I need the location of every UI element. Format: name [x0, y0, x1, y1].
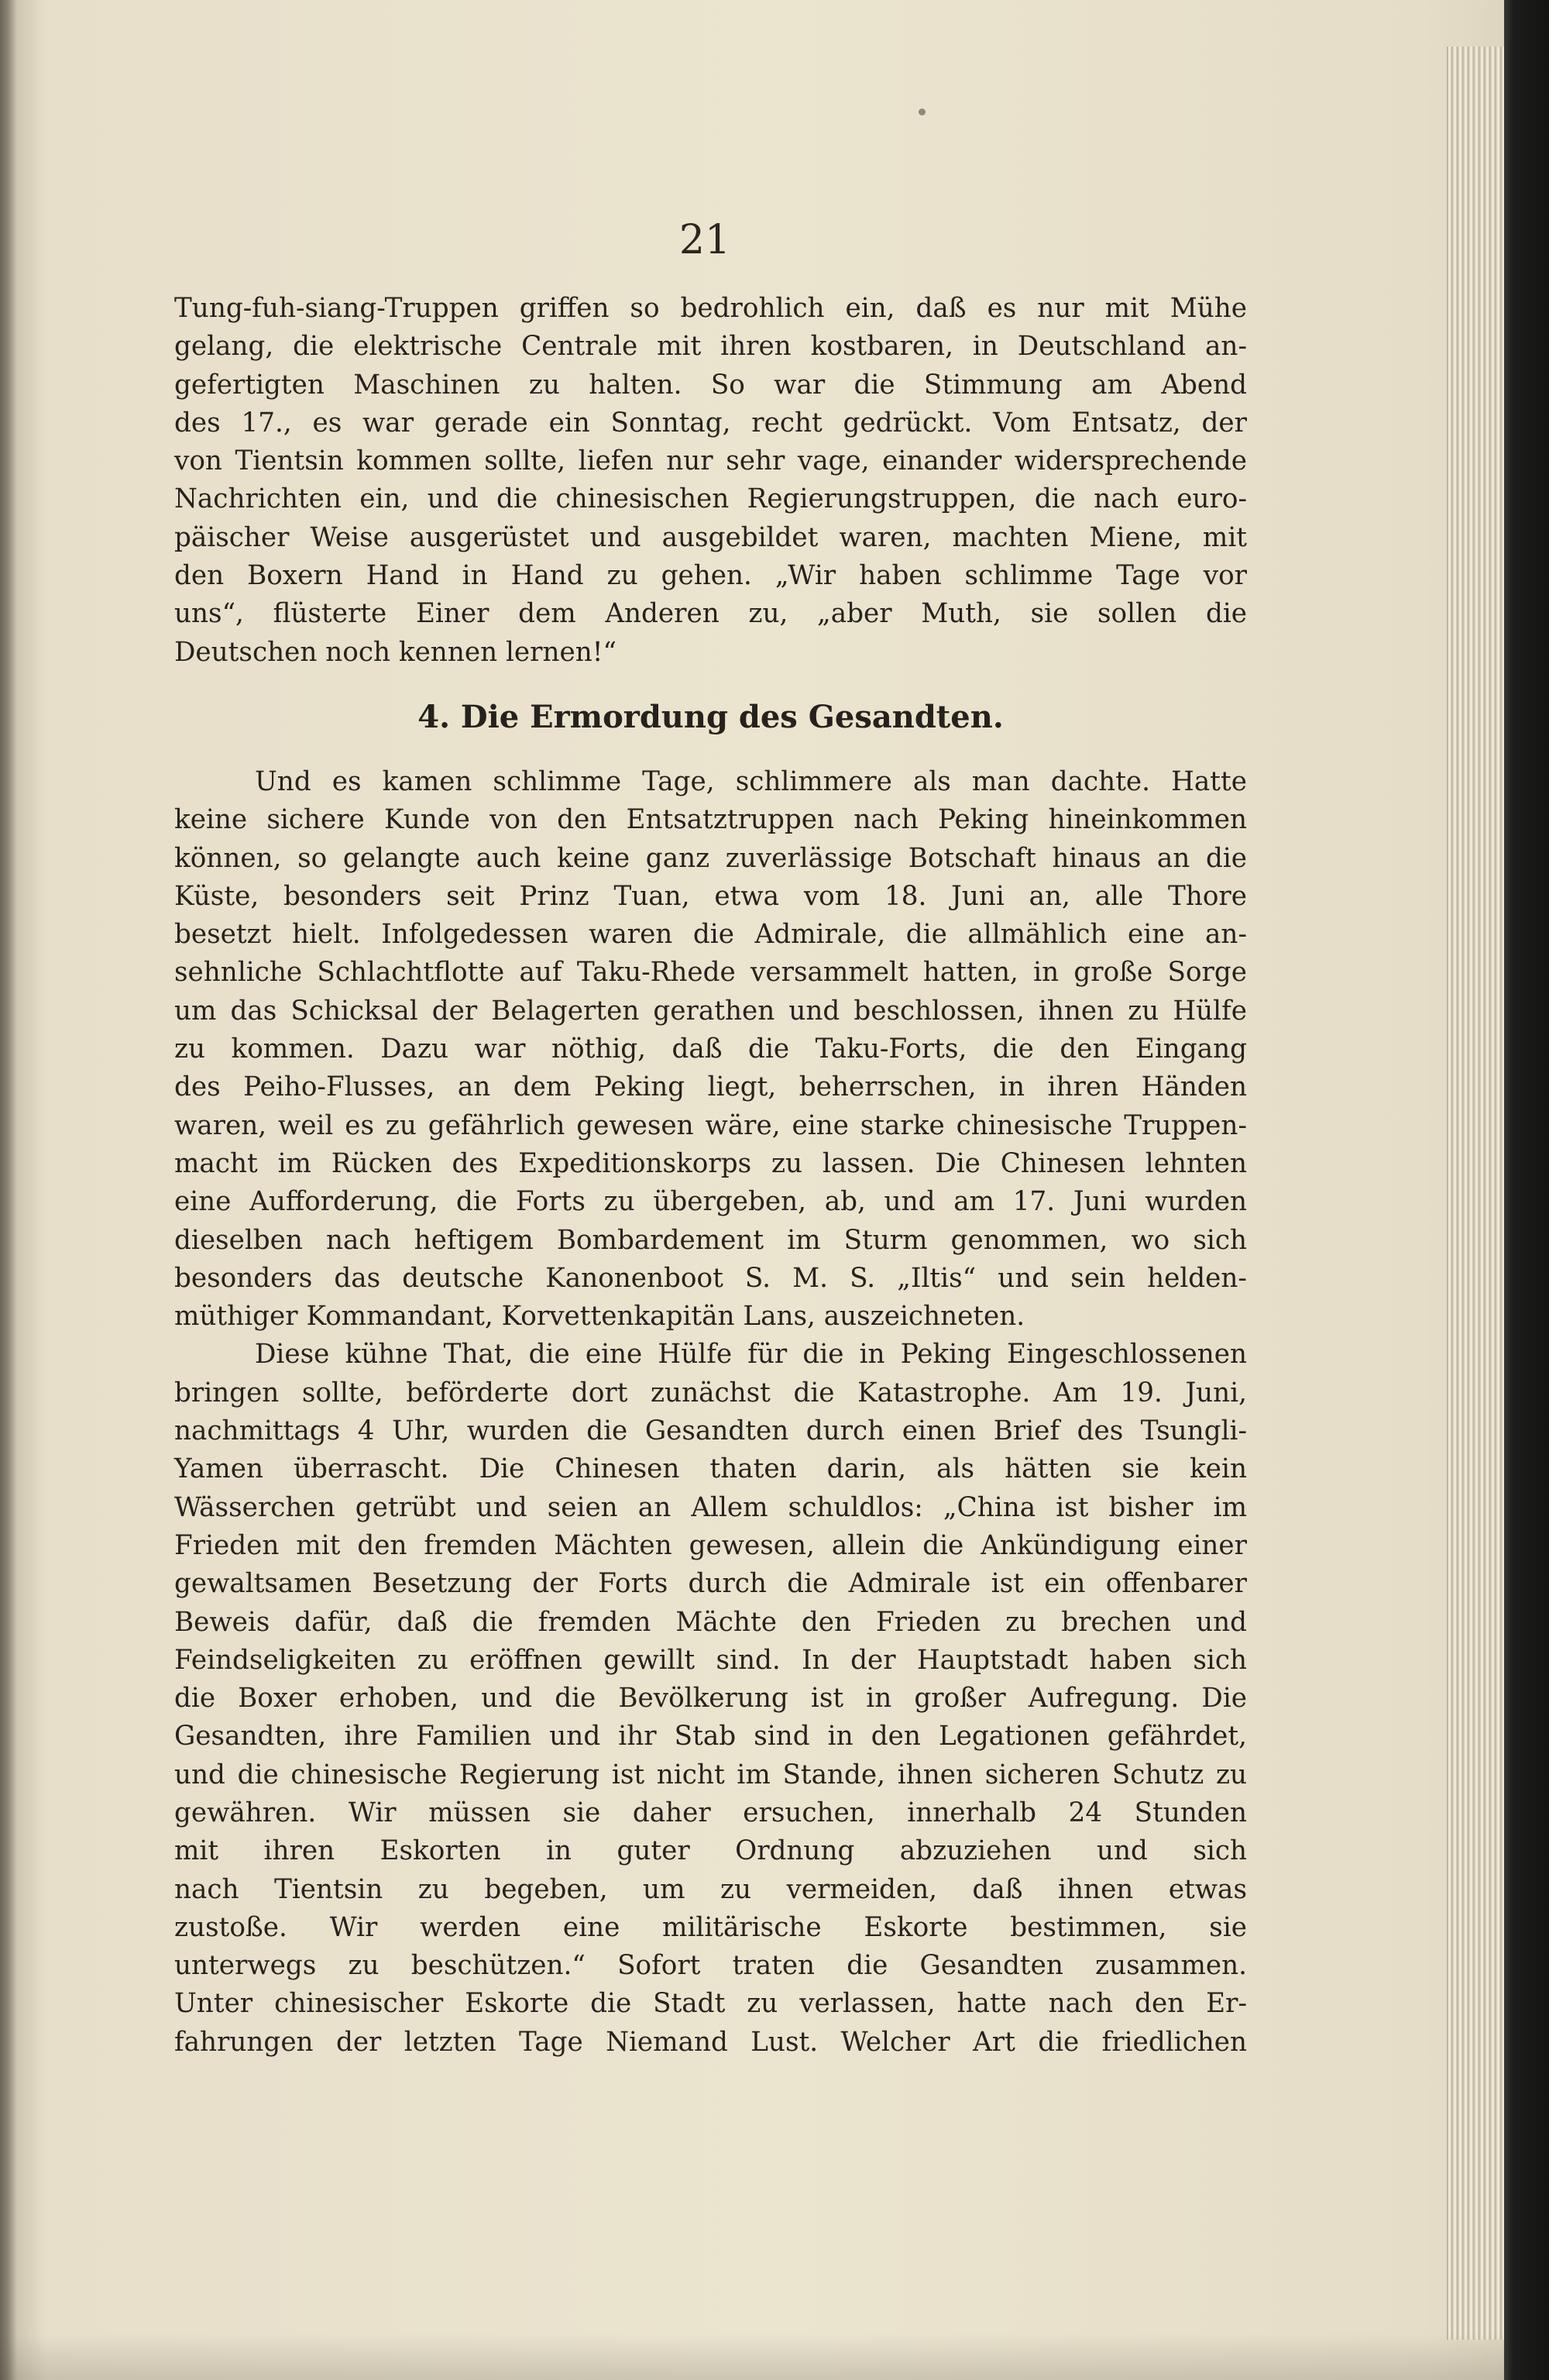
- text-line: Küste, besonders seit Prinz Tuan, etwa vom 18. Juni an, alle Thore: [174, 880, 1247, 912]
- text-line: müthiger Kommandant, Korvettenkapitän Lans, auszeichneten.: [174, 1301, 1025, 1333]
- text-line: Frieden mit den fremden Mächten gewesen, allein die Ankündigung einer: [174, 1529, 1247, 1561]
- text-line: um das Schicksal der Belagerten gerathen und beschlossen, ihnen zu Hülfe: [174, 995, 1247, 1027]
- text-line: macht im Rücken des Expeditionskorps zu lassen. Die Chinesen lehnten: [174, 1147, 1247, 1179]
- text-line: keine sichere Kunde von den Entsatztruppen nach Peking hineinkommen: [174, 804, 1247, 836]
- text-line: päischer Weise ausgerüstet und ausgebildet waren, machten Miene, mit: [174, 521, 1247, 553]
- paragraph-1: [174, 290, 1247, 672]
- text-line: Unter chinesischer Eskorte die Stadt zu verlassen, hatte nach den Er-: [174, 1988, 1247, 2020]
- text-line: Gesandten, ihre Familien und ihr Stab sind in den Legationen gefährdet,: [174, 1721, 1247, 1752]
- paragraph-3: [174, 1336, 1247, 2062]
- text-line: Diese kühne That, die eine Hülfe für die in Peking Eingeschlossenen: [255, 1339, 1247, 1371]
- paper-speck: [919, 108, 926, 115]
- text-line: von Tientsin kommen sollte, liefen nur sehr vage, einander widersprechende: [174, 445, 1247, 477]
- text-line: eine Aufforderung, die Forts zu übergeben, ab, und am 17. Juni wurden: [174, 1186, 1247, 1218]
- bottom-shadow: [0, 2334, 1504, 2380]
- text-line: den Boxern Hand in Hand zu gehen. „Wir haben schlimme Tage vor: [174, 560, 1247, 592]
- text-line: des 17., es war gerade ein Sonntag, recht gedrückt. Vom Entsatz, der: [174, 407, 1247, 439]
- text-line: Feindseligkeiten zu eröffnen gewillt sind. In der Hauptstadt haben sich: [174, 1644, 1247, 1676]
- text-line: besetzt hielt. Infolgedessen waren die Admirale, die allmählich eine an-: [174, 919, 1247, 951]
- text-line: gewaltsamen Besetzung der Forts durch die Admirale ist ein offenbarer: [174, 1568, 1247, 1600]
- text-line: Tung-fuh-siang-Truppen griffen so bedrohlich ein, daß es nur mit Mühe: [174, 293, 1247, 324]
- text-line: und die chinesische Regierung ist nicht im Stande, ihnen sicheren Schutz zu: [174, 1759, 1247, 1790]
- text-line: unterwegs zu beschützen.“ Sofort traten die Gesandten zusammen.: [174, 1950, 1247, 1982]
- text-line: mit ihren Eskorten in guter Ordnung abzuziehen und sich: [174, 1835, 1247, 1867]
- text-line: dieselben nach heftigem Bombardement im Sturm genommen, wo sich: [174, 1224, 1247, 1256]
- text-line: waren, weil es zu gefährlich gewesen wäre, eine starke chinesische Truppen-: [174, 1109, 1247, 1141]
- text-line: Deutschen noch kennen lernen!“: [174, 636, 617, 668]
- text-line: fahrungen der letzten Tage Niemand Lust. Welcher Art die friedlichen: [174, 2026, 1247, 2058]
- text-line: Und es kamen schlimme Tage, schlimmere als man dachte. Hatte: [255, 765, 1247, 797]
- text-line: uns“, flüsterte Einer dem Anderen zu, „aber Muth, sie sollen die: [174, 598, 1247, 630]
- section-heading: 4. Die Ermordung des Gesandten.: [417, 698, 1004, 735]
- book-cover-edge: [1504, 0, 1549, 2380]
- text-line: können, so gelangte auch keine ganz zuverlässige Botschaft hinaus an die: [174, 842, 1247, 874]
- text-line: Beweis dafür, daß die fremden Mächte den Frieden zu brechen und: [174, 1606, 1247, 1638]
- text-line: gelang, die elektrische Centrale mit ihren kostbaren, in Deutschland an-: [174, 331, 1247, 363]
- text-line: nachmittags 4 Uhr, wurden die Gesandten durch einen Brief des Tsungli-: [174, 1415, 1247, 1447]
- text-line: die Boxer erhoben, und die Bevölkerung ist in großer Aufregung. Die: [174, 1683, 1247, 1714]
- body-text: [174, 290, 1247, 2062]
- text-line: des Peiho-Flusses, an dem Peking liegt, beherrschen, in ihren Händen: [174, 1071, 1247, 1103]
- text-line: nach Tientsin zu begeben, um zu vermeiden, daß ihnen etwas: [174, 1873, 1247, 1905]
- text-line: sehnliche Schlachtflotte auf Taku-Rhede versammelt hatten, in große Sorge: [174, 957, 1247, 989]
- text-line: Yamen überrascht. Die Chinesen thaten darin, als hätten sie kein: [174, 1453, 1247, 1485]
- text-line: gefertigten Maschinen zu halten. So war die Stimmung am Abend: [174, 369, 1247, 401]
- text-line: gewähren. Wir müssen sie daher ersuchen, innerhalb 24 Stunden: [174, 1797, 1247, 1828]
- text-line: besonders das deutsche Kanonenboot S. M. S. „Iltis“ und sein helden-: [174, 1262, 1247, 1294]
- text-line: zu kommen. Dazu war nöthig, daß die Taku-Forts, die den Eingang: [174, 1034, 1247, 1065]
- text-line: zustoße. Wir werden eine militärische Eskorte bestimmen, sie: [174, 1911, 1247, 1943]
- page-stack-edges: [1447, 46, 1504, 2340]
- paragraph-2: [174, 763, 1247, 1336]
- text-line: Nachrichten ein, und die chinesischen Regierungstruppen, die nach euro-: [174, 483, 1247, 515]
- page-number: 21: [678, 217, 731, 263]
- text-line: bringen sollte, beförderte dort zunächst die Katastrophe. Am 19. Juni,: [174, 1377, 1247, 1408]
- text-line: Wässerchen getrübt und seien an Allem schuldlos: „China ist bisher im: [174, 1491, 1247, 1523]
